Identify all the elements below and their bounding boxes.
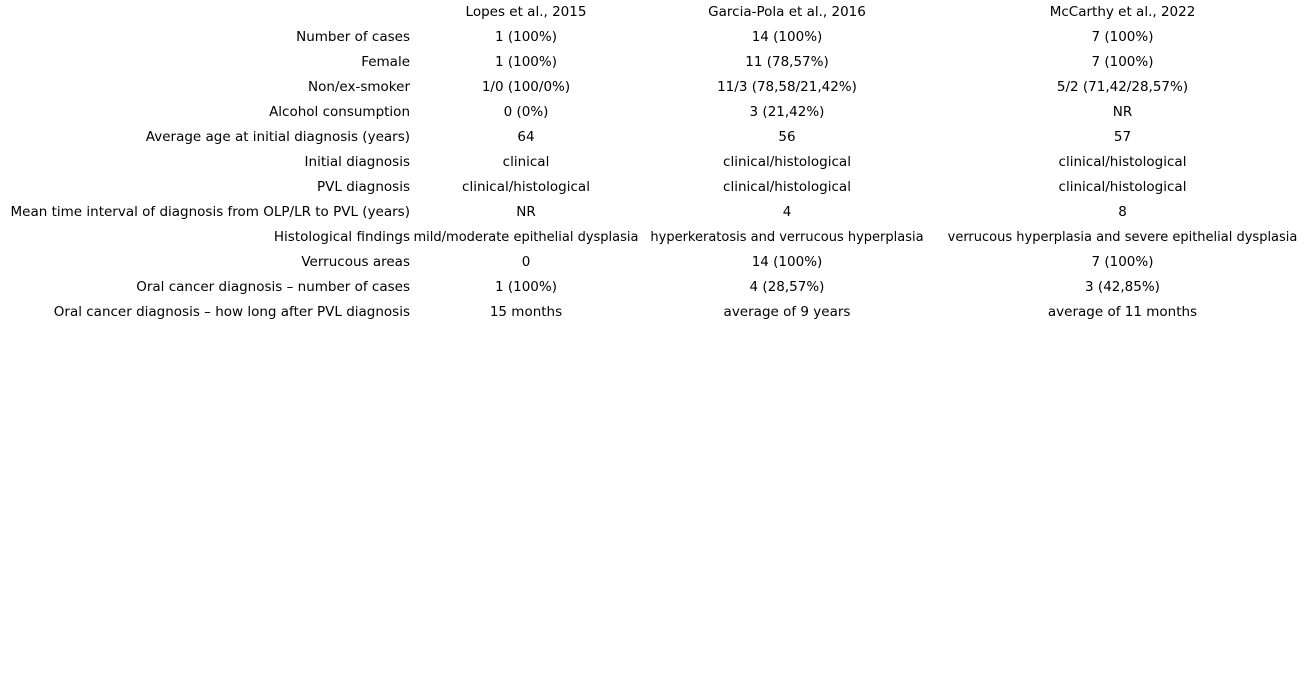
row-value: average of 11 months [1047,304,1198,320]
table-row [0,100,1313,125]
table-row [0,150,1313,175]
row-value: NR [516,204,536,220]
row-label: Average age at initial diagnosis (years) [145,129,410,145]
row-value: 0 (0%) [503,104,549,120]
row-value: clinical/histological [462,179,590,195]
table-row [0,225,1313,250]
table-row [0,275,1313,300]
row-value: 1 (100%) [494,29,557,45]
table-header [0,0,1313,25]
row-value: 0 [521,254,531,270]
row-value: 57 [1113,129,1132,145]
row-value: 11/3 (78,58/21,42%) [717,79,857,95]
row-label: Oral cancer diagnosis – how long after PVL diagnosis [53,304,410,320]
row-value: 15 months [489,304,563,320]
table-row [0,300,1313,325]
row-value: clinical/histological [723,179,851,195]
table-row [0,50,1313,75]
table-row [0,250,1313,275]
row-value: average of 9 years [723,304,851,320]
table-row [0,200,1313,225]
row-label: Oral cancer diagnosis – number of cases [136,279,410,295]
row-label: Alcohol consumption [269,104,410,120]
row-value: 3 (21,42%) [749,104,825,120]
row-value: 1 (100%) [494,279,557,295]
row-value: mild/moderate epithelial dysplasia [413,230,639,245]
row-value: 7 (100%) [1091,54,1154,70]
row-value: 11 (78,57%) [745,54,829,70]
table-body [0,25,1313,325]
table-header-row [0,0,1313,25]
row-value: verrucous hyperplasia and severe epithelial dysplasia [947,230,1298,245]
row-label: Non/ex-smoker [307,79,410,95]
row-label: Number of cases [296,29,410,45]
row-value: NR [1112,104,1133,120]
row-value: 7 (100%) [1091,29,1154,45]
table-row [0,125,1313,150]
row-value: 4 (28,57%) [749,279,825,295]
row-value: 56 [778,129,796,145]
row-value: hyperkeratosis and verrucous hyperplasia [650,230,924,245]
row-value: clinical/histological [723,154,851,170]
row-value: 3 (42,85%) [1085,279,1160,295]
row-label: PVL diagnosis [317,179,410,195]
column-header-lopes: Lopes et al., 2015 [465,4,587,20]
column-header-mccarthy: McCarthy et al., 2022 [1049,4,1196,20]
table-row [0,175,1313,200]
table-row [0,25,1313,50]
row-value: 64 [517,129,535,145]
row-value: 5/2 (71,42/28,57%) [1056,79,1189,95]
row-label: Histological findings [273,229,410,245]
row-label: Mean time interval of diagnosis from OLP/LR to PVL (years) [10,204,410,220]
row-value: clinical [502,154,550,170]
row-label: Verrucous areas [301,254,410,270]
column-header-garcia-pola: Garcia-Pola et al., 2016 [708,4,866,20]
row-value: 4 [782,204,792,220]
row-value: 7 (100%) [1091,254,1154,270]
row-value: 8 [1118,204,1127,220]
row-value: 1/0 (100/0%) [481,79,571,95]
table-row [0,75,1313,100]
comparison-table [0,0,1313,325]
table-corner-cell [0,0,410,25]
row-value: 1 (100%) [494,54,557,70]
row-value: clinical/histological [1058,179,1187,195]
row-value: 14 (100%) [751,29,823,45]
row-label: Female [361,54,410,70]
row-value: 14 (100%) [751,254,823,270]
row-value: clinical/histological [1058,154,1187,170]
row-label: Initial diagnosis [304,154,410,170]
